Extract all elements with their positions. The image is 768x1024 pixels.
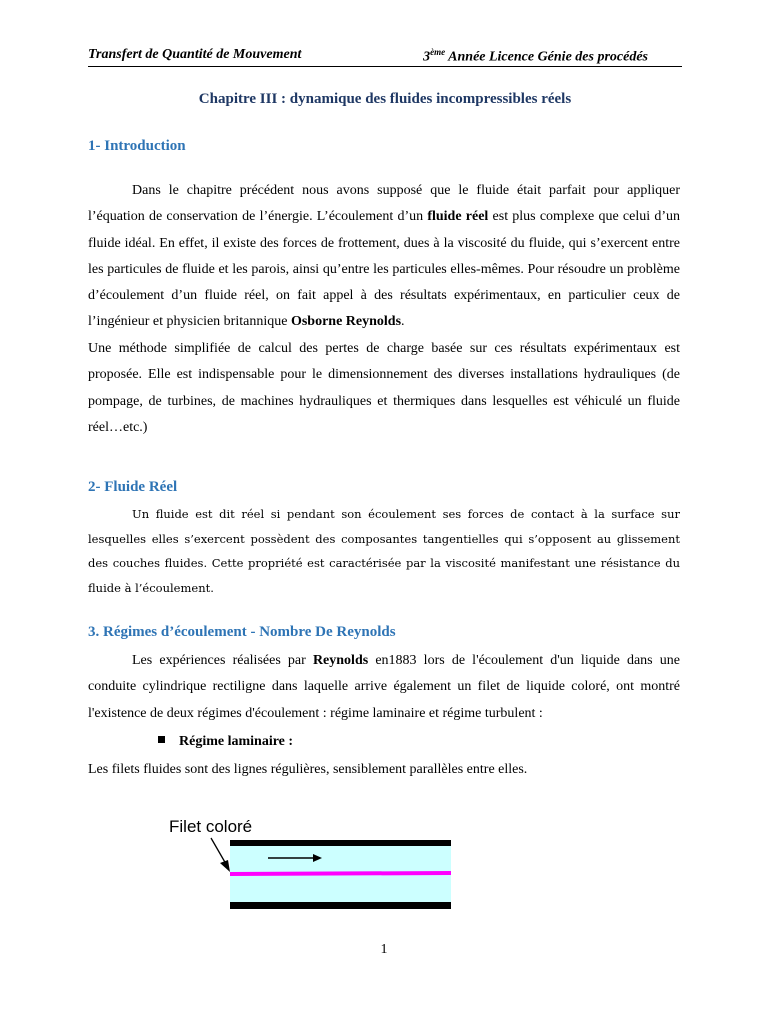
laminar-flow-figure bbox=[160, 808, 460, 918]
page-number: 1 bbox=[380, 942, 388, 957]
label-pointer-arrowhead bbox=[220, 860, 230, 872]
label-pointer-arrow bbox=[211, 838, 226, 864]
bullet-regime-laminaire: Régime laminaire : bbox=[158, 734, 293, 750]
section-heading-fluide-reel: 2- Fluide Réel bbox=[88, 479, 178, 495]
section-heading-introduction: 1- Introduction bbox=[88, 138, 186, 154]
section-heading-regimes: 3. Régimes d’écoulement - Nombre De Reynolds bbox=[88, 624, 396, 640]
page-header bbox=[88, 44, 682, 67]
chapter-title: Chapitre III : dynamique des fluides incompressibles réels bbox=[198, 91, 572, 107]
fluide-reel-paragraph: Un fluide est dit réel si pendant son écoulement ses forces de contact à la surface sur lesquelles elles s’exercent possèdent des composantes tangentielles qui s’opposent au glissement des couches fluides. Cette propriété est caractérisée par la viscosité manifestant une résistance du fluide à l’écoulement. bbox=[88, 507, 680, 595]
dye-streak bbox=[230, 873, 451, 874]
intro-paragraph-1: Dans le chapitre précédent nous avons supposé que le fluide était parfait pour appliquer l’équation de conservation de l’énergie. L’écoulement d’un fluide réel est plus complexe que celui d’un fluide idéal. En effet, il existe des forces de frottement, dues à la viscosité du fluide, qui s’exercent entre les particules de fluide et les parois, ainsi qu’entre les particules elles-mêmes. Pour résoudre un problème d’écoulement d’un fluide réel, on fait appel à des résultats expérimentaux, en particulier ceux de l’ingénieur et physicien britannique Osborne Reynolds. bbox=[88, 183, 680, 330]
header-level: 3ème Année Licence Génie des procédés bbox=[423, 47, 648, 65]
regimes-paragraph: Les expériences réalisées par Reynolds en1883 lors de l'écoulement d'un liquide dans une conduite cylindrique rectiligne dans laquelle arrive également un filet de liquide coloré, ont montré l'existence de deux régimes d'écoulement : régime laminaire et régime turbulent : bbox=[88, 653, 680, 721]
pipe-top-wall bbox=[230, 840, 451, 846]
intro-paragraph-2: Une méthode simplifiée de calcul des pertes de charge basée sur ces résultats expérimentaux est proposée. Elle est indispensable pour le dimensionnement des diverses installations hydrauliques (de pompage, de turbines, de machines hydrauliques et thermiques dans lesquelles est véhiculé un fluide réel…etc.) bbox=[88, 341, 680, 435]
figure-label-filet-colore: Filet coloré bbox=[169, 817, 253, 836]
laminaire-description: Les filets fluides sont des lignes régulières, sensiblement parallèles entre elles. bbox=[88, 762, 528, 777]
pipe-bottom-wall bbox=[230, 902, 451, 909]
square-bullet-icon bbox=[158, 736, 165, 743]
header-course-title: Transfert de Quantité de Mouvement bbox=[88, 47, 302, 62]
